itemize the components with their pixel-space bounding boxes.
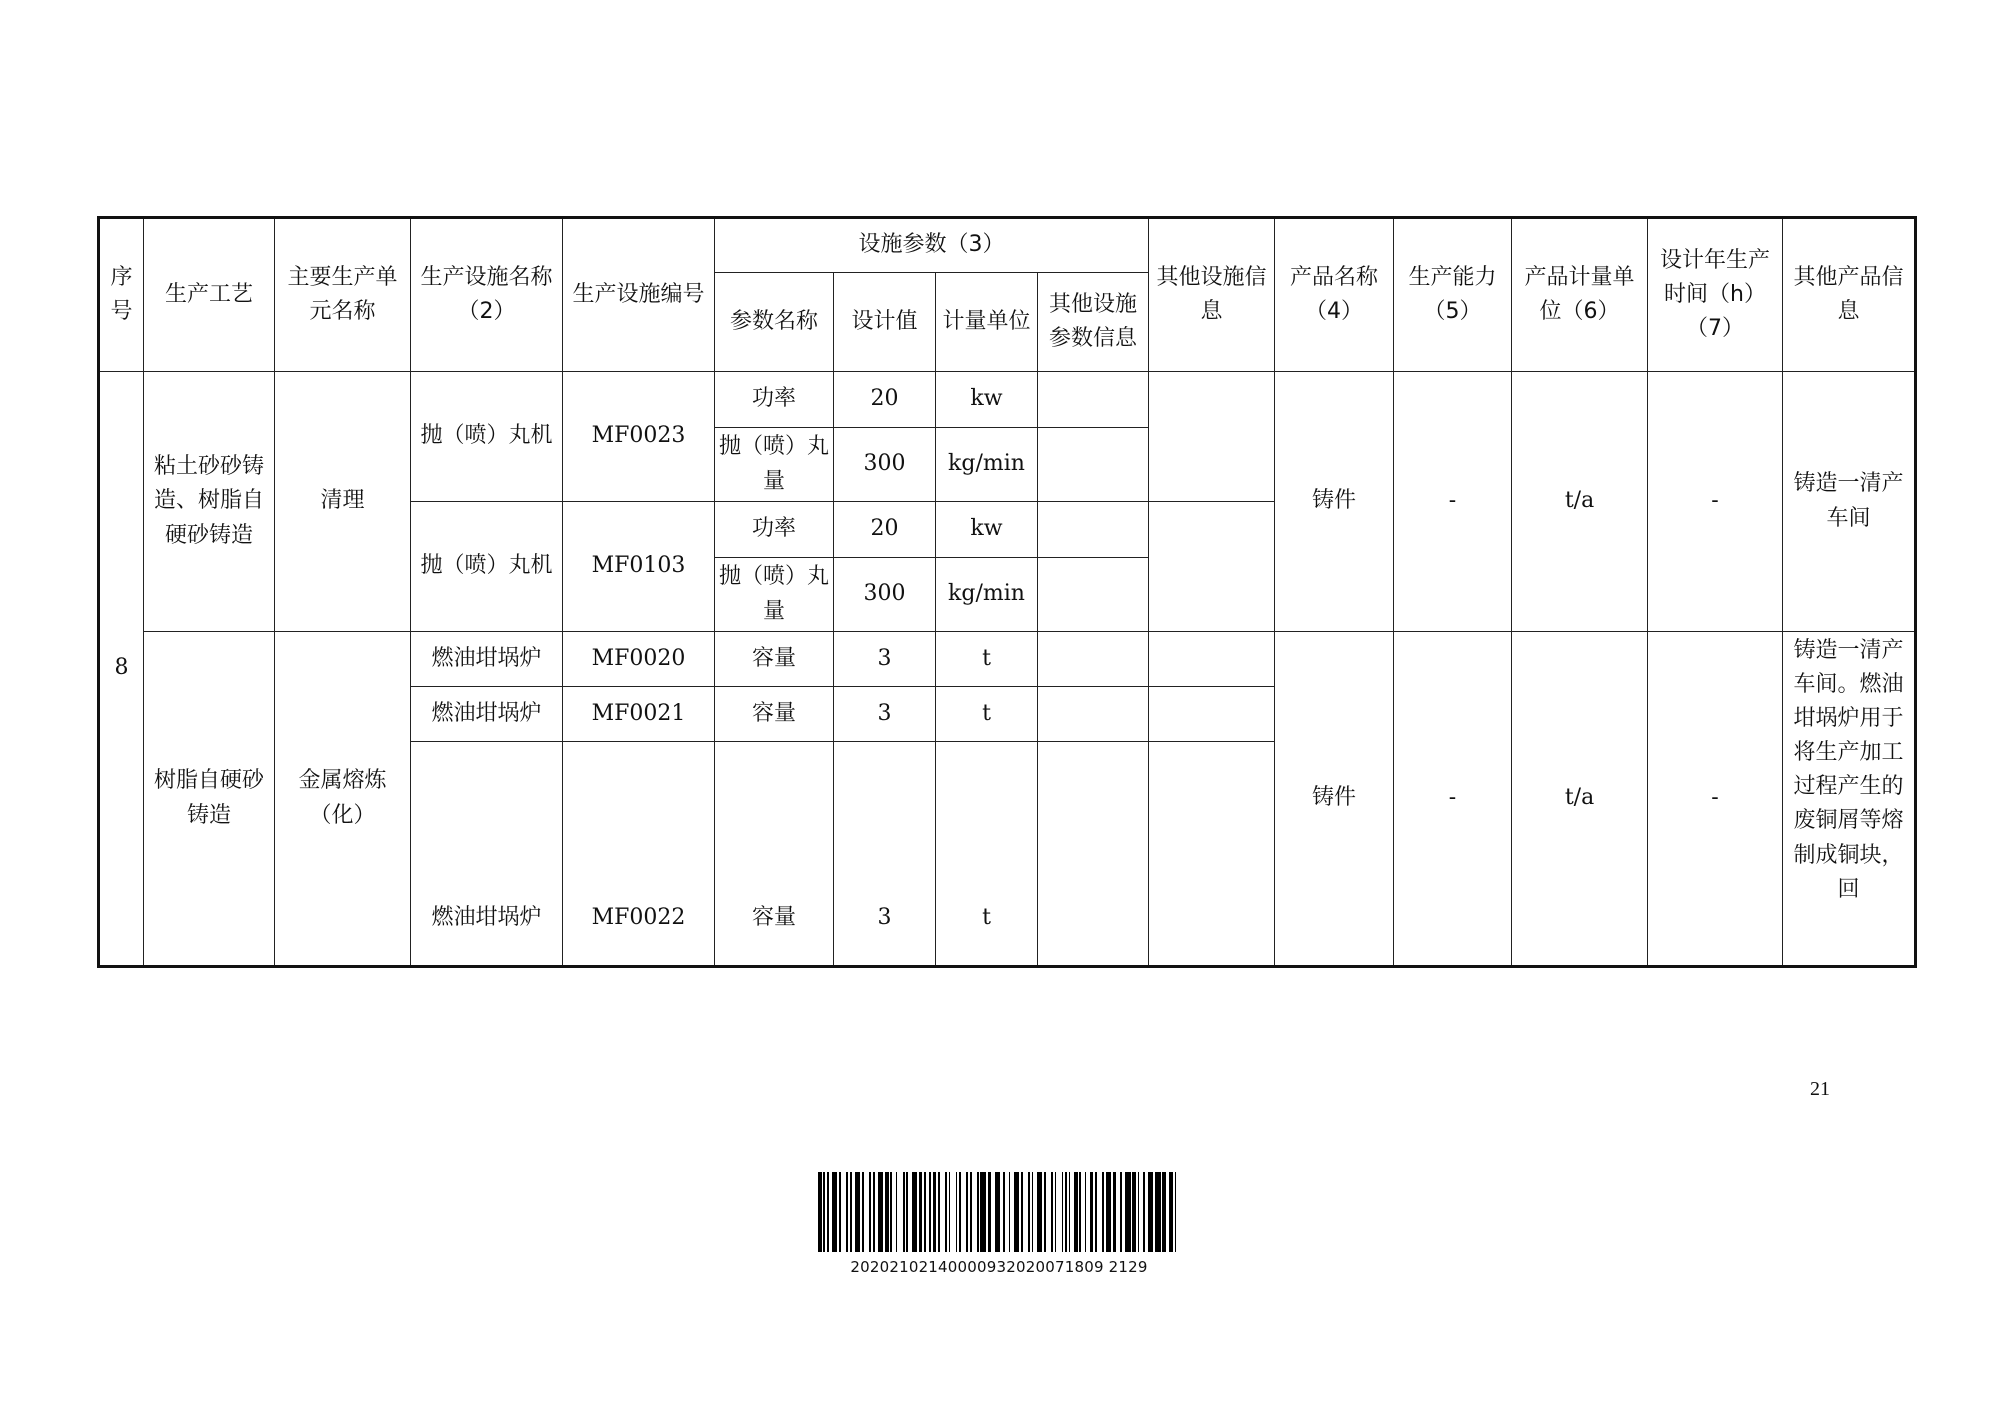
facility-code-cell: MF0020	[563, 632, 715, 687]
header-capacity: 生产能力（5）	[1394, 218, 1512, 372]
design-hours-cell: -	[1648, 372, 1783, 632]
process-cell: 树脂自硬砂铸造	[144, 632, 275, 967]
unit-name-cell: 清理	[275, 372, 411, 632]
other-param-info-cell	[1038, 687, 1149, 742]
product-name-cell: 铸件	[1275, 372, 1394, 632]
header-design-hours: 设计年生产时间（h）（7）	[1648, 218, 1783, 372]
param-name-cell: 容量	[715, 742, 834, 967]
facility-name-cell: 燃油坩埚炉	[411, 742, 563, 967]
page-number: 21	[1810, 1078, 1830, 1100]
measure-unit-cell: kg/min	[936, 558, 1038, 632]
other-facility-info-cell	[1149, 502, 1275, 632]
capacity-cell: -	[1394, 372, 1512, 632]
measure-unit-cell: kg/min	[936, 428, 1038, 502]
param-name-cell: 容量	[715, 687, 834, 742]
facility-code-cell: MF0021	[563, 687, 715, 742]
other-param-info-cell	[1038, 502, 1149, 558]
design-value-cell: 300	[834, 428, 936, 502]
measure-unit-cell: kw	[936, 372, 1038, 428]
header-other-product-info: 其他产品信息	[1783, 218, 1916, 372]
other-product-info-cell: 铸造一清产车间	[1783, 372, 1916, 632]
measure-unit-cell: kw	[936, 502, 1038, 558]
product-unit-cell: t/a	[1512, 372, 1648, 632]
other-param-info-cell	[1038, 742, 1149, 967]
header-seq: 序号	[99, 218, 144, 372]
table-row	[99, 632, 1916, 687]
header-facility-name: 生产设施名称（2）	[411, 218, 563, 372]
design-value-cell: 3	[834, 742, 936, 967]
other-param-info-cell	[1038, 372, 1149, 428]
product-name-cell: 铸件	[1275, 632, 1394, 967]
header-design-value: 设计值	[834, 273, 936, 372]
other-facility-info-cell	[1149, 742, 1275, 967]
param-name-cell: 功率	[715, 502, 834, 558]
param-name-cell: 功率	[715, 372, 834, 428]
header-unit-name: 主要生产单元名称	[275, 218, 411, 372]
measure-unit-cell: t	[936, 632, 1038, 687]
barcode-bar	[1176, 1172, 1180, 1252]
header-params-group: 设施参数（3）	[715, 218, 1149, 273]
header-other-facility-info: 其他设施信息	[1149, 218, 1275, 372]
facility-name-cell: 抛（喷）丸机	[411, 372, 563, 502]
process-cell: 粘土砂砂铸造、树脂自硬砂铸造	[144, 372, 275, 632]
design-value-cell: 3	[834, 632, 936, 687]
seq-cell: 8	[99, 372, 144, 967]
facility-name-cell: 燃油坩埚炉	[411, 687, 563, 742]
header-product-name: 产品名称（4）	[1275, 218, 1394, 372]
table-row	[99, 372, 1916, 428]
facility-code-cell: MF0103	[563, 502, 715, 632]
param-name-cell: 抛（喷）丸量	[715, 428, 834, 502]
measure-unit-cell: t	[936, 742, 1038, 967]
facility-name-cell: 抛（喷）丸机	[411, 502, 563, 632]
facility-parameters-table	[97, 216, 1917, 968]
measure-unit-cell: t	[936, 687, 1038, 742]
design-hours-cell: -	[1648, 632, 1783, 967]
other-product-info-cell: 铸造一清产车间。燃油坩埚炉用于将生产加工过程产生的废铜屑等熔制成铜块，回	[1783, 632, 1916, 967]
design-value-cell: 300	[834, 558, 936, 632]
other-facility-info-cell	[1149, 687, 1275, 742]
other-param-info-cell	[1038, 558, 1149, 632]
header-facility-code: 生产设施编号	[563, 218, 715, 372]
other-param-info-cell	[1038, 632, 1149, 687]
header-process: 生产工艺	[144, 218, 275, 372]
barcode-number: 20202102140000932020071809 2129	[850, 1258, 1148, 1276]
facility-name-cell: 燃油坩埚炉	[411, 632, 563, 687]
design-value-cell: 3	[834, 687, 936, 742]
design-value-cell: 20	[834, 502, 936, 558]
header-measure-unit: 计量单位	[936, 273, 1038, 372]
other-facility-info-cell	[1149, 632, 1275, 687]
design-value-cell: 20	[834, 372, 936, 428]
barcode-image	[818, 1172, 1180, 1252]
facility-code-cell: MF0022	[563, 742, 715, 967]
other-param-info-cell	[1038, 428, 1149, 502]
other-facility-info-cell	[1149, 372, 1275, 502]
header-other-param-info: 其他设施参数信息	[1038, 273, 1149, 372]
header-product-unit: 产品计量单位（6）	[1512, 218, 1648, 372]
param-name-cell: 抛（喷）丸量	[715, 558, 834, 632]
unit-name-cell: 金属熔炼（化）	[275, 632, 411, 967]
product-unit-cell: t/a	[1512, 632, 1648, 967]
header-param-name: 参数名称	[715, 273, 834, 372]
facility-code-cell: MF0023	[563, 372, 715, 502]
param-name-cell: 容量	[715, 632, 834, 687]
capacity-cell: -	[1394, 632, 1512, 967]
